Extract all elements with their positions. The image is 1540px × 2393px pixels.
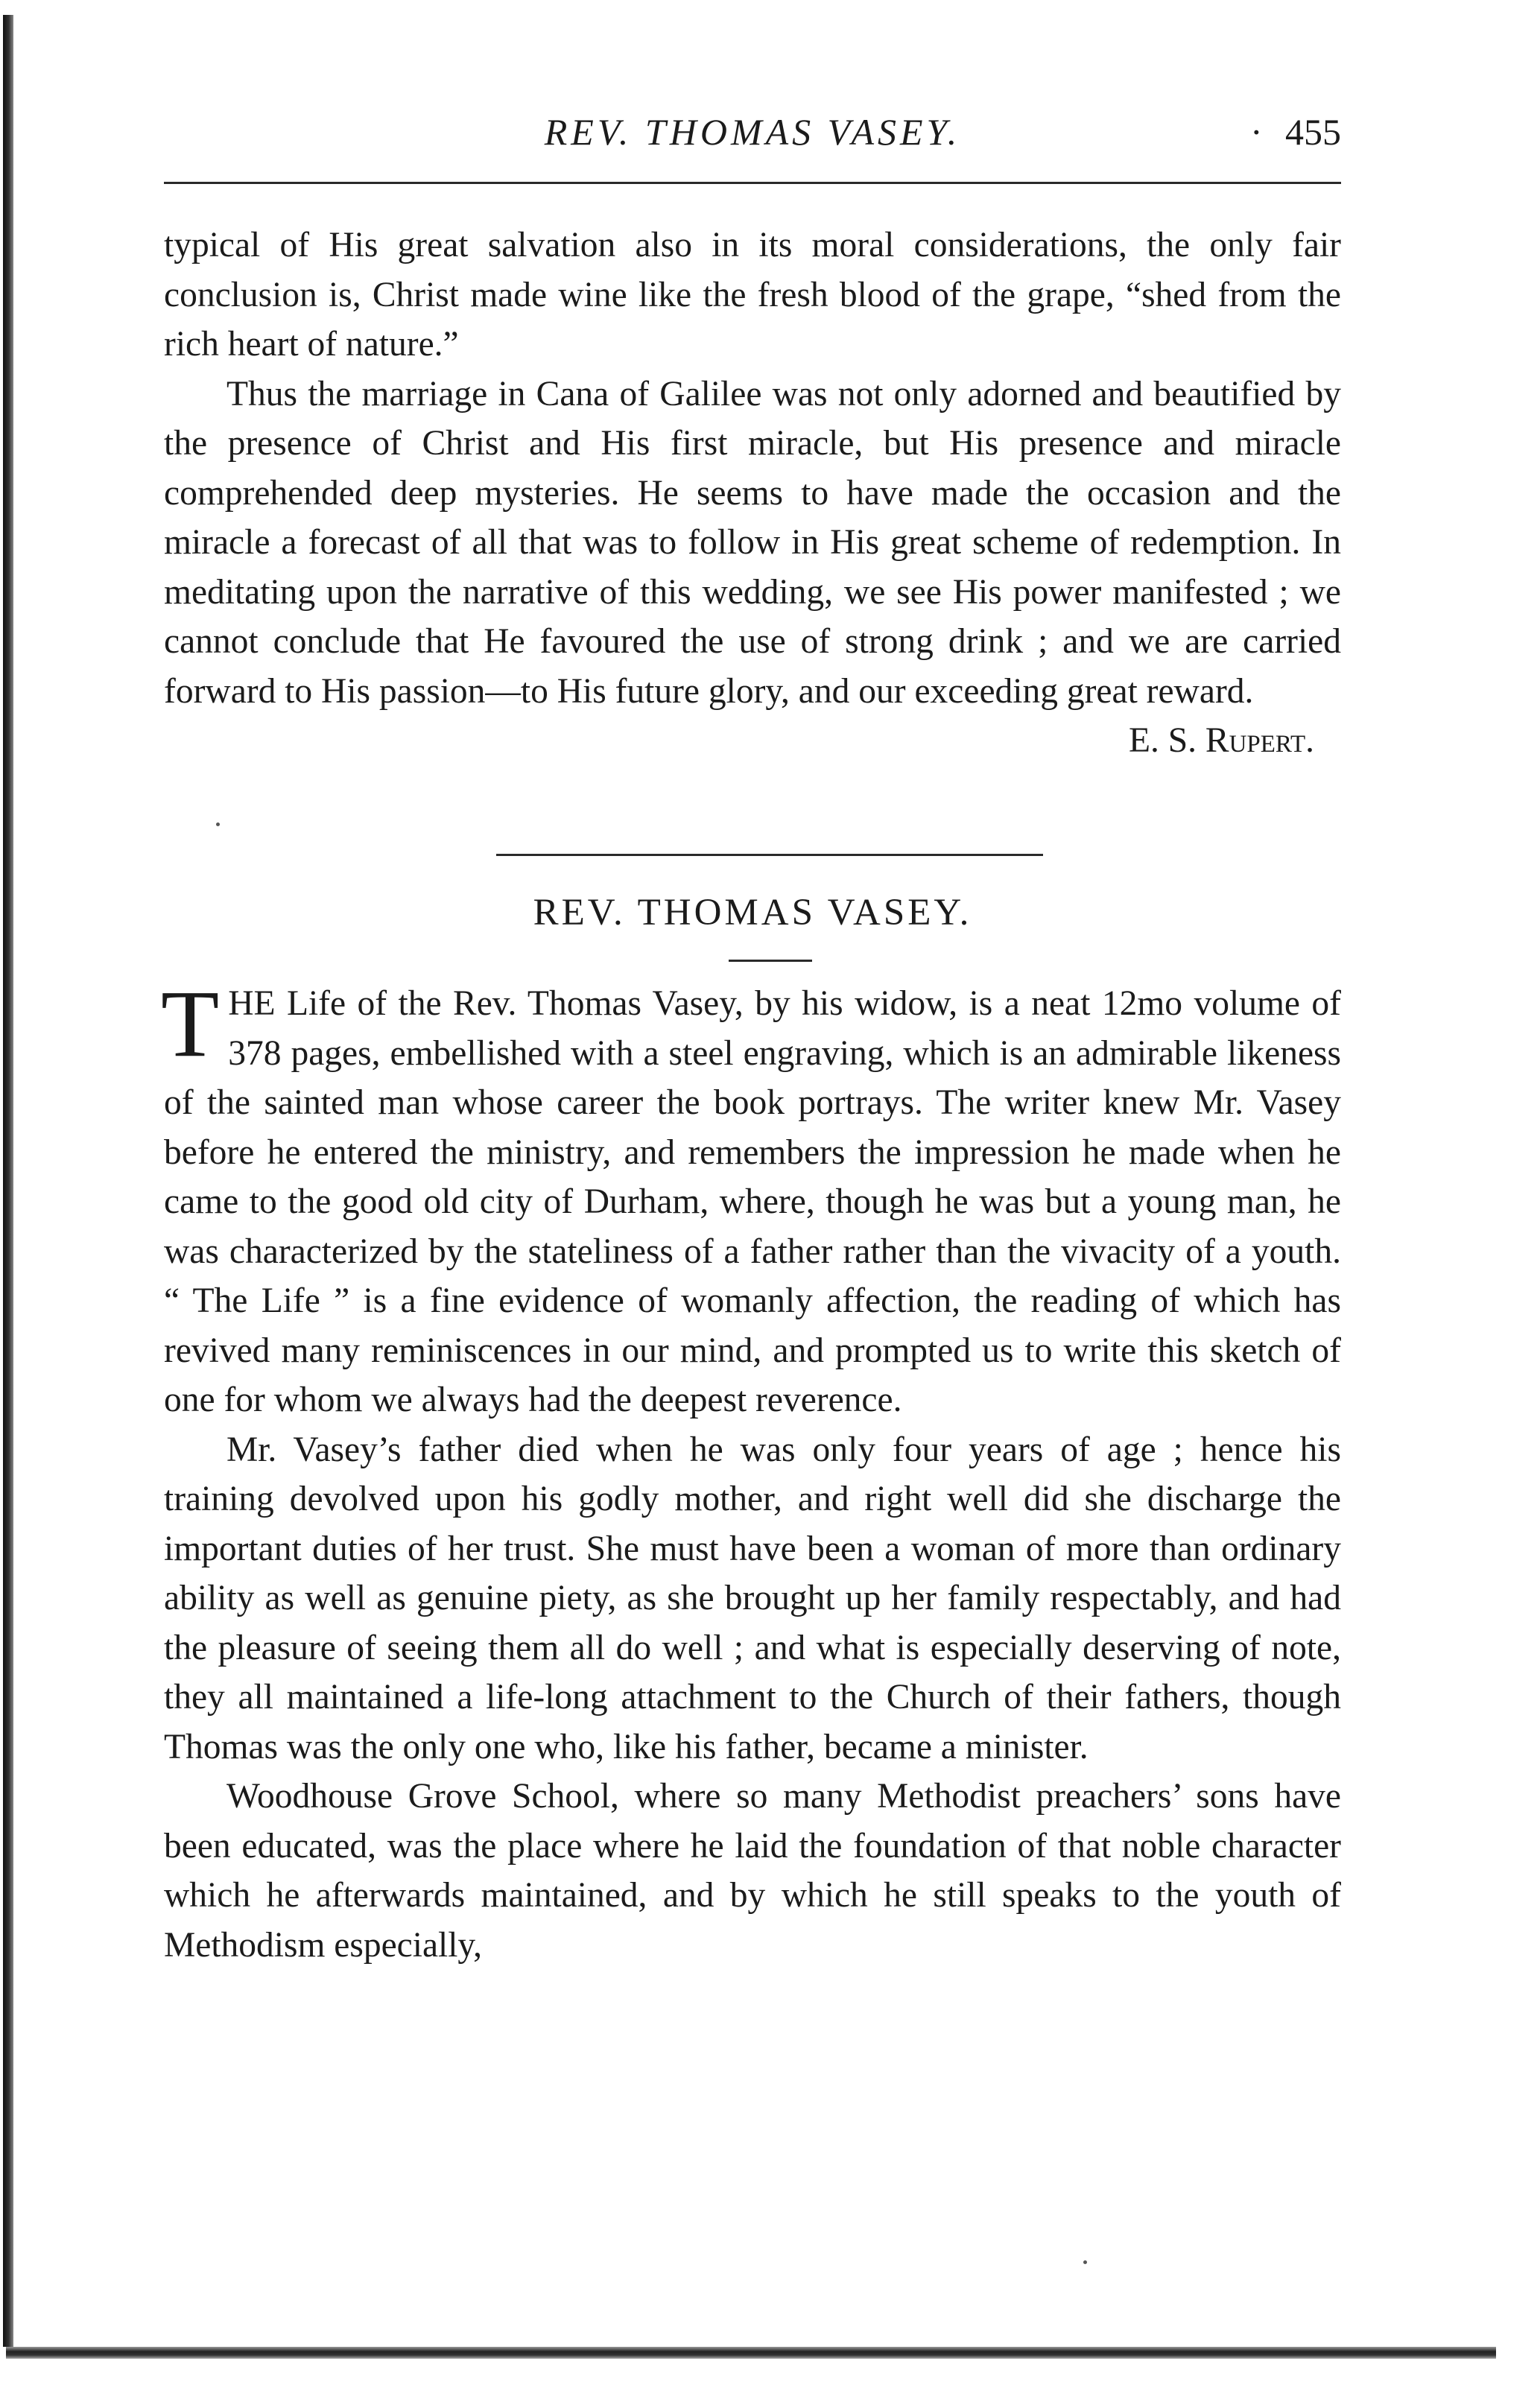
- article-text: [161, 971, 1341, 1970]
- running-title: REV. THOMAS VASEY.: [544, 111, 961, 153]
- drop-cap: T: [161, 971, 220, 1077]
- article-paragraph-1: [161, 971, 1341, 1425]
- heading-rule: [729, 960, 812, 962]
- page-number: 455: [1285, 111, 1341, 153]
- page-bottom-edge: [6, 2347, 1496, 2359]
- article-paragraph-3: Woodhouse Grove School, where so many Methodist preachers’ sons have been educated, was the place where he laid the foundation of that noble character which he afterwards maintained, and by which he still speaks to the youth of Methodism especially,: [164, 1777, 1341, 1965]
- header-dot: ·: [1250, 111, 1263, 153]
- continuation-text: [164, 221, 1341, 766]
- continuation-paragraph-2: Thus the marriage in Cana of Galilee was not only adorned and beautified by the presence of Christ and His first miracle, but His presence and miracle comprehended deep mysteries. He seems to have made the occasion and the miracle a forecast of all that was to follow in His great scheme of redemption. In meditating upon the narrative of this wedding, we see His power manifested ; we cannot conclude that He favoured the use of strong drink ; and we are carried forward to His passion—to His future glory, and our exceeding great reward.: [164, 374, 1341, 711]
- header-rule: [164, 182, 1341, 184]
- article-paragraph-1-text: HE Life of the Rev. Thomas Vasey, by his widow, is a neat 12mo volume of 378 pages, embellished with a steel engraving, which is an admirable likeness of the sainted man whose career the book portrays. The writer knew Mr. Vasey before he entered the ministry, and remembers the impression he made when he came to the good old city of Durham, where, though he was but a young man, he was characterized by the stateliness of a father rather than the vivacity of a youth. “ The Life ” is a fine evidence of womanly affection, the reading of which has revived many reminiscences in our mind, and prompted us to write this sketch of one for whom we always had the deepest reverence.: [164, 984, 1341, 1419]
- author-signature: E. S. Rupert.: [1128, 721, 1314, 760]
- paper-speck: [216, 823, 220, 826]
- article-heading: REV. THOMAS VASEY.: [533, 892, 972, 934]
- article-paragraph-2: Mr. Vasey’s father died when he was only four years of age ; hence his training devolved upon his godly mother, and right well did she discharge the important duties of her trust. She must have been a woman of more than ordinary ability as well as genuine piety, as she brought up her family respectably, and had the pleasure of seeing them all do well ; and what is especially deserving of note, they all maintained a life-long attachment to the Church of their fathers, though Thomas was the only one who, like his father, became a minister.: [164, 1430, 1341, 1766]
- book-binding-edge: [3, 15, 13, 2347]
- running-header: [164, 110, 1341, 162]
- continuation-paragraph-1: typical of His great salvation also in its moral considerations, the only fair conclusion is, Christ made wine like the fresh blood of the grape, “shed from the rich heart of nature.”: [164, 226, 1341, 364]
- section-divider: [496, 854, 1043, 856]
- paper-speck: [1083, 2260, 1087, 2264]
